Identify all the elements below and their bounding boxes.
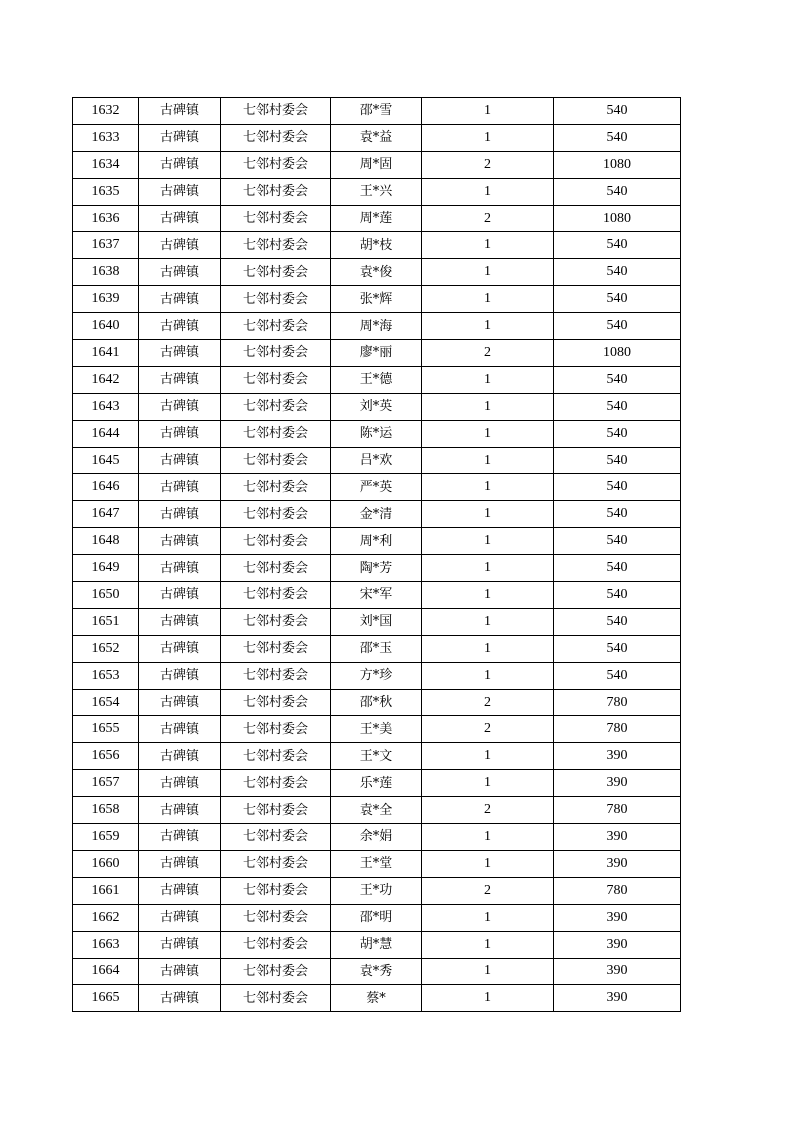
row-number-cell: 1653 (73, 662, 139, 689)
name-cell: 陶*芳 (331, 555, 422, 582)
table-row (73, 824, 681, 851)
town-cell: 古碑镇 (139, 205, 221, 232)
town-cell: 古碑镇 (139, 635, 221, 662)
row-number-cell: 1655 (73, 716, 139, 743)
village-committee-cell: 七邻村委会 (221, 528, 331, 555)
town-cell: 古碑镇 (139, 716, 221, 743)
name-cell: 王*德 (331, 366, 422, 393)
name-cell: 王*美 (331, 716, 422, 743)
row-number-cell: 1659 (73, 824, 139, 851)
town-cell: 古碑镇 (139, 232, 221, 259)
table-row (73, 850, 681, 877)
village-committee-cell: 七邻村委会 (221, 850, 331, 877)
row-number-cell: 1641 (73, 340, 139, 367)
amount-cell: 390 (554, 743, 681, 770)
count-cell: 1 (422, 608, 554, 635)
village-committee-cell: 七邻村委会 (221, 420, 331, 447)
row-number-cell: 1648 (73, 528, 139, 555)
amount-cell: 540 (554, 662, 681, 689)
count-cell: 1 (422, 582, 554, 609)
name-cell: 袁*俊 (331, 259, 422, 286)
count-cell: 1 (422, 366, 554, 393)
table-row (73, 178, 681, 205)
village-committee-cell: 七邻村委会 (221, 877, 331, 904)
amount-cell: 540 (554, 366, 681, 393)
amount-cell: 780 (554, 716, 681, 743)
village-committee-cell: 七邻村委会 (221, 340, 331, 367)
name-cell: 张*辉 (331, 286, 422, 313)
count-cell: 1 (422, 232, 554, 259)
count-cell: 1 (422, 528, 554, 555)
table-row (73, 366, 681, 393)
village-committee-cell: 七邻村委会 (221, 124, 331, 151)
table-row (73, 259, 681, 286)
name-cell: 邵*秋 (331, 689, 422, 716)
count-cell: 1 (422, 958, 554, 985)
name-cell: 邵*明 (331, 904, 422, 931)
amount-cell: 780 (554, 797, 681, 824)
village-committee-cell: 七邻村委会 (221, 98, 331, 125)
table-row (73, 770, 681, 797)
count-cell: 1 (422, 931, 554, 958)
row-number-cell: 1634 (73, 151, 139, 178)
town-cell: 古碑镇 (139, 931, 221, 958)
count-cell: 1 (422, 259, 554, 286)
village-committee-cell: 七邻村委会 (221, 904, 331, 931)
count-cell: 1 (422, 178, 554, 205)
town-cell: 古碑镇 (139, 824, 221, 851)
village-committee-cell: 七邻村委会 (221, 232, 331, 259)
table-row (73, 689, 681, 716)
row-number-cell: 1660 (73, 850, 139, 877)
village-committee-cell: 七邻村委会 (221, 608, 331, 635)
count-cell: 1 (422, 850, 554, 877)
town-cell: 古碑镇 (139, 366, 221, 393)
count-cell: 1 (422, 635, 554, 662)
town-cell: 古碑镇 (139, 850, 221, 877)
row-number-cell: 1645 (73, 447, 139, 474)
name-cell: 乐*莲 (331, 770, 422, 797)
count-cell: 1 (422, 824, 554, 851)
amount-cell: 540 (554, 286, 681, 313)
table-row (73, 635, 681, 662)
village-committee-cell: 七邻村委会 (221, 447, 331, 474)
amount-cell: 540 (554, 124, 681, 151)
row-number-cell: 1633 (73, 124, 139, 151)
count-cell: 2 (422, 716, 554, 743)
amount-cell: 540 (554, 447, 681, 474)
name-cell: 蔡* (331, 985, 422, 1012)
data-table (72, 97, 681, 1012)
row-number-cell: 1635 (73, 178, 139, 205)
table-row (73, 447, 681, 474)
row-number-cell: 1661 (73, 877, 139, 904)
village-committee-cell: 七邻村委会 (221, 985, 331, 1012)
town-cell: 古碑镇 (139, 528, 221, 555)
name-cell: 刘*英 (331, 393, 422, 420)
town-cell: 古碑镇 (139, 743, 221, 770)
village-committee-cell: 七邻村委会 (221, 797, 331, 824)
town-cell: 古碑镇 (139, 286, 221, 313)
table-row (73, 958, 681, 985)
count-cell: 2 (422, 205, 554, 232)
amount-cell: 540 (554, 501, 681, 528)
count-cell: 1 (422, 474, 554, 501)
table-row (73, 662, 681, 689)
name-cell: 袁*全 (331, 797, 422, 824)
town-cell: 古碑镇 (139, 340, 221, 367)
table-row (73, 151, 681, 178)
village-committee-cell: 七邻村委会 (221, 555, 331, 582)
village-committee-cell: 七邻村委会 (221, 582, 331, 609)
row-number-cell: 1636 (73, 205, 139, 232)
town-cell: 古碑镇 (139, 770, 221, 797)
count-cell: 1 (422, 770, 554, 797)
row-number-cell: 1642 (73, 366, 139, 393)
town-cell: 古碑镇 (139, 124, 221, 151)
name-cell: 邵*玉 (331, 635, 422, 662)
town-cell: 古碑镇 (139, 98, 221, 125)
name-cell: 周*利 (331, 528, 422, 555)
amount-cell: 390 (554, 824, 681, 851)
table-row (73, 286, 681, 313)
amount-cell: 540 (554, 635, 681, 662)
amount-cell: 780 (554, 877, 681, 904)
count-cell: 2 (422, 877, 554, 904)
row-number-cell: 1647 (73, 501, 139, 528)
village-committee-cell: 七邻村委会 (221, 393, 331, 420)
row-number-cell: 1639 (73, 286, 139, 313)
town-cell: 古碑镇 (139, 958, 221, 985)
amount-cell: 1080 (554, 205, 681, 232)
amount-cell: 780 (554, 689, 681, 716)
amount-cell: 540 (554, 232, 681, 259)
amount-cell: 390 (554, 770, 681, 797)
town-cell: 古碑镇 (139, 151, 221, 178)
table-row (73, 582, 681, 609)
amount-cell: 540 (554, 259, 681, 286)
village-committee-cell: 七邻村委会 (221, 286, 331, 313)
count-cell: 2 (422, 151, 554, 178)
village-committee-cell: 七邻村委会 (221, 313, 331, 340)
amount-cell: 390 (554, 850, 681, 877)
table-row (73, 904, 681, 931)
town-cell: 古碑镇 (139, 474, 221, 501)
name-cell: 严*英 (331, 474, 422, 501)
name-cell: 廖*丽 (331, 340, 422, 367)
amount-cell: 540 (554, 608, 681, 635)
count-cell: 1 (422, 447, 554, 474)
table-row (73, 420, 681, 447)
village-committee-cell: 七邻村委会 (221, 501, 331, 528)
name-cell: 陈*运 (331, 420, 422, 447)
town-cell: 古碑镇 (139, 608, 221, 635)
count-cell: 1 (422, 98, 554, 125)
village-committee-cell: 七邻村委会 (221, 178, 331, 205)
row-number-cell: 1664 (73, 958, 139, 985)
village-committee-cell: 七邻村委会 (221, 205, 331, 232)
table-row (73, 205, 681, 232)
town-cell: 古碑镇 (139, 582, 221, 609)
table-row (73, 877, 681, 904)
name-cell: 余*娟 (331, 824, 422, 851)
village-committee-cell: 七邻村委会 (221, 474, 331, 501)
table-row (73, 124, 681, 151)
table-row (73, 931, 681, 958)
name-cell: 王*堂 (331, 850, 422, 877)
amount-cell: 1080 (554, 151, 681, 178)
amount-cell: 390 (554, 904, 681, 931)
name-cell: 袁*秀 (331, 958, 422, 985)
village-committee-cell: 七邻村委会 (221, 689, 331, 716)
village-committee-cell: 七邻村委会 (221, 824, 331, 851)
town-cell: 古碑镇 (139, 447, 221, 474)
row-number-cell: 1632 (73, 98, 139, 125)
row-number-cell: 1665 (73, 985, 139, 1012)
amount-cell: 390 (554, 958, 681, 985)
table-row (73, 743, 681, 770)
row-number-cell: 1649 (73, 555, 139, 582)
count-cell: 2 (422, 689, 554, 716)
row-number-cell: 1650 (73, 582, 139, 609)
row-number-cell: 1637 (73, 232, 139, 259)
amount-cell: 540 (554, 420, 681, 447)
amount-cell: 540 (554, 474, 681, 501)
row-number-cell: 1638 (73, 259, 139, 286)
count-cell: 1 (422, 501, 554, 528)
name-cell: 金*清 (331, 501, 422, 528)
table-row (73, 474, 681, 501)
row-number-cell: 1643 (73, 393, 139, 420)
town-cell: 古碑镇 (139, 259, 221, 286)
village-committee-cell: 七邻村委会 (221, 770, 331, 797)
count-cell: 1 (422, 124, 554, 151)
town-cell: 古碑镇 (139, 420, 221, 447)
amount-cell: 540 (554, 393, 681, 420)
name-cell: 邵*雪 (331, 98, 422, 125)
town-cell: 古碑镇 (139, 178, 221, 205)
town-cell: 古碑镇 (139, 501, 221, 528)
town-cell: 古碑镇 (139, 555, 221, 582)
amount-cell: 540 (554, 178, 681, 205)
row-number-cell: 1656 (73, 743, 139, 770)
name-cell: 宋*军 (331, 582, 422, 609)
count-cell: 1 (422, 743, 554, 770)
count-cell: 2 (422, 340, 554, 367)
name-cell: 周*固 (331, 151, 422, 178)
table-row (73, 393, 681, 420)
village-committee-cell: 七邻村委会 (221, 662, 331, 689)
row-number-cell: 1657 (73, 770, 139, 797)
name-cell: 刘*国 (331, 608, 422, 635)
name-cell: 胡*枝 (331, 232, 422, 259)
name-cell: 袁*益 (331, 124, 422, 151)
village-committee-cell: 七邻村委会 (221, 259, 331, 286)
table-row (73, 555, 681, 582)
name-cell: 王*功 (331, 877, 422, 904)
town-cell: 古碑镇 (139, 313, 221, 340)
amount-cell: 390 (554, 985, 681, 1012)
village-committee-cell: 七邻村委会 (221, 716, 331, 743)
row-number-cell: 1646 (73, 474, 139, 501)
name-cell: 周*莲 (331, 205, 422, 232)
town-cell: 古碑镇 (139, 797, 221, 824)
count-cell: 1 (422, 420, 554, 447)
count-cell: 2 (422, 797, 554, 824)
town-cell: 古碑镇 (139, 393, 221, 420)
amount-cell: 540 (554, 555, 681, 582)
amount-cell: 390 (554, 931, 681, 958)
amount-cell: 540 (554, 313, 681, 340)
table-body (73, 98, 681, 1012)
row-number-cell: 1651 (73, 608, 139, 635)
table-row (73, 313, 681, 340)
village-committee-cell: 七邻村委会 (221, 743, 331, 770)
count-cell: 1 (422, 393, 554, 420)
table-row (73, 98, 681, 125)
row-number-cell: 1644 (73, 420, 139, 447)
name-cell: 王*文 (331, 743, 422, 770)
row-number-cell: 1652 (73, 635, 139, 662)
amount-cell: 1080 (554, 340, 681, 367)
name-cell: 王*兴 (331, 178, 422, 205)
table-row (73, 501, 681, 528)
table-row (73, 716, 681, 743)
name-cell: 方*珍 (331, 662, 422, 689)
village-committee-cell: 七邻村委会 (221, 931, 331, 958)
village-committee-cell: 七邻村委会 (221, 366, 331, 393)
name-cell: 吕*欢 (331, 447, 422, 474)
amount-cell: 540 (554, 528, 681, 555)
count-cell: 1 (422, 662, 554, 689)
row-number-cell: 1658 (73, 797, 139, 824)
count-cell: 1 (422, 286, 554, 313)
town-cell: 古碑镇 (139, 985, 221, 1012)
name-cell: 胡*慧 (331, 931, 422, 958)
count-cell: 1 (422, 313, 554, 340)
table-row (73, 528, 681, 555)
name-cell: 周*海 (331, 313, 422, 340)
town-cell: 古碑镇 (139, 877, 221, 904)
town-cell: 古碑镇 (139, 689, 221, 716)
row-number-cell: 1654 (73, 689, 139, 716)
town-cell: 古碑镇 (139, 662, 221, 689)
village-committee-cell: 七邻村委会 (221, 958, 331, 985)
count-cell: 1 (422, 904, 554, 931)
table-row (73, 232, 681, 259)
amount-cell: 540 (554, 582, 681, 609)
count-cell: 1 (422, 985, 554, 1012)
table-row (73, 608, 681, 635)
village-committee-cell: 七邻村委会 (221, 151, 331, 178)
table-row (73, 985, 681, 1012)
table-row (73, 797, 681, 824)
count-cell: 1 (422, 555, 554, 582)
table-row (73, 340, 681, 367)
amount-cell: 540 (554, 98, 681, 125)
town-cell: 古碑镇 (139, 904, 221, 931)
row-number-cell: 1640 (73, 313, 139, 340)
village-committee-cell: 七邻村委会 (221, 635, 331, 662)
row-number-cell: 1663 (73, 931, 139, 958)
row-number-cell: 1662 (73, 904, 139, 931)
